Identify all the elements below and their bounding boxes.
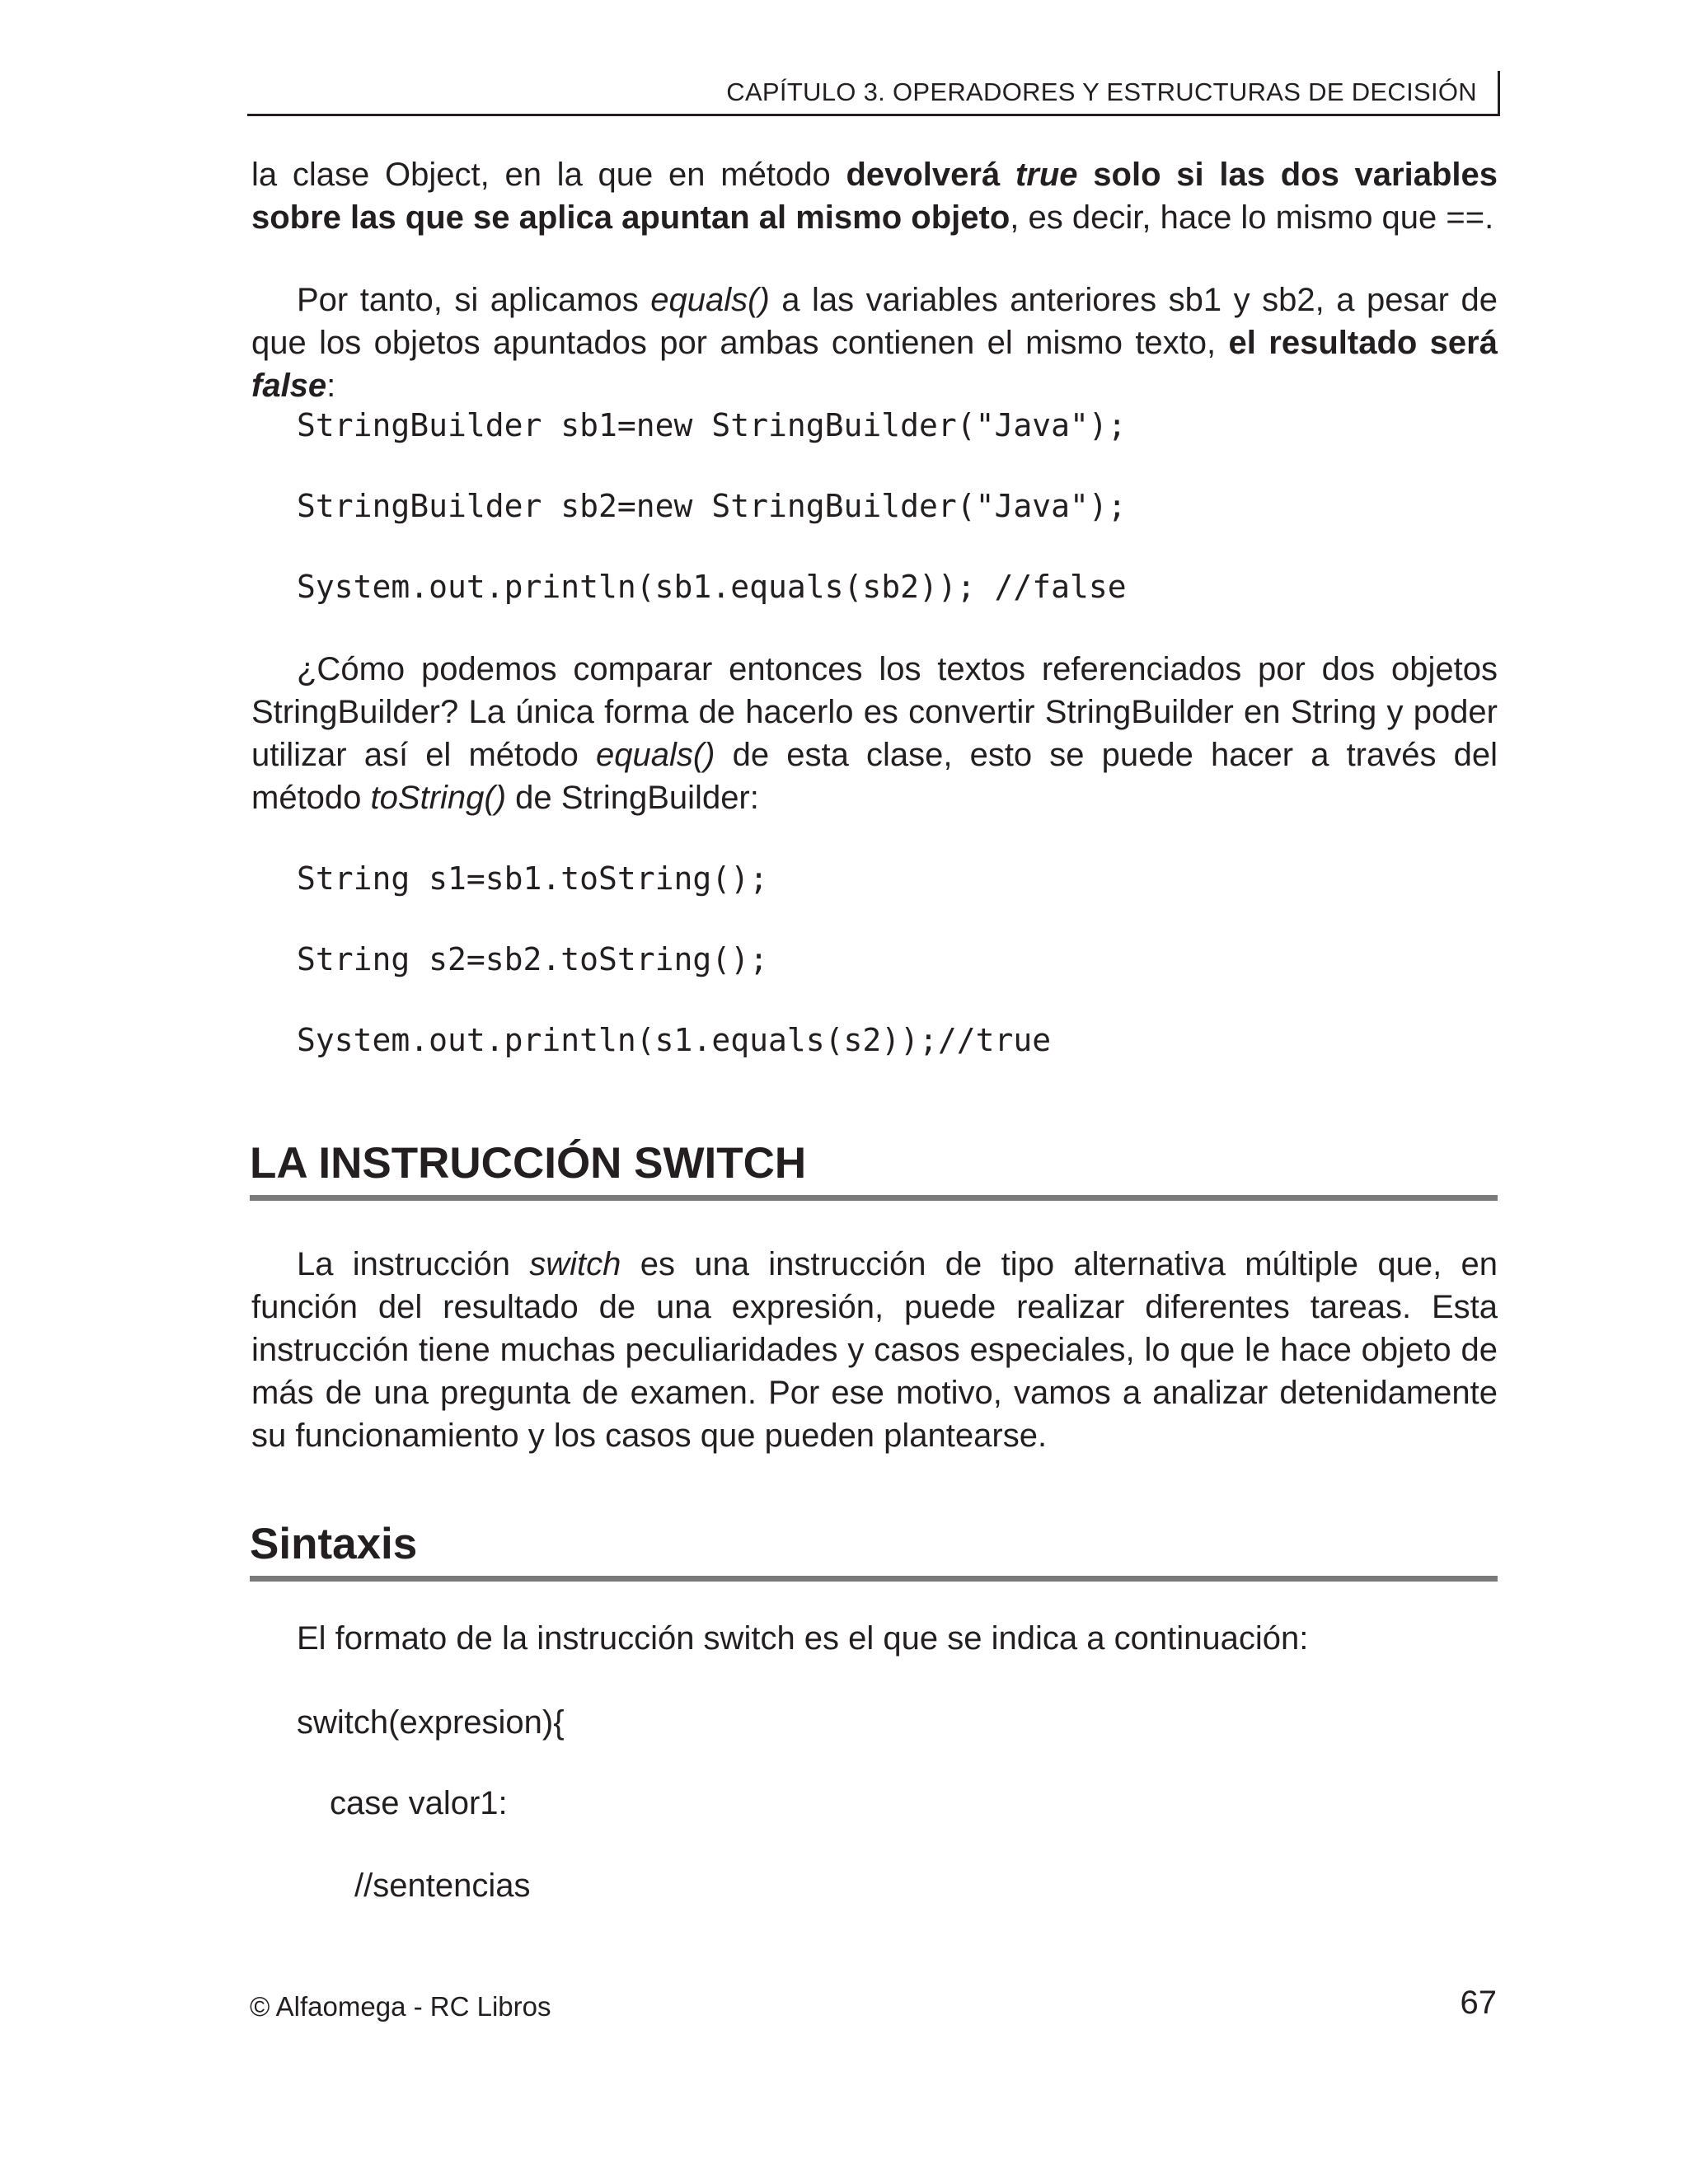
p2-text-3: : (326, 368, 336, 404)
section-heading: LA INSTRUCCIÓN SWITCH (250, 1137, 1498, 1201)
paragraph-5: El formato de la instrucción switch es el que se indica a continuación: (297, 1620, 1309, 1657)
chapter-title: CAPÍTULO 3. OPERADORES Y ESTRUCTURAS DE DECISIÓN (726, 77, 1477, 106)
subsection-heading: Sintaxis (250, 1518, 1498, 1582)
p3-italic-1: equals() (595, 737, 715, 773)
running-header (247, 71, 1500, 116)
code-line: String s1=sb1.toString(); (297, 860, 768, 897)
p2-text-1: Por tanto, si aplicamos (297, 282, 651, 318)
p1-bold-1: devolverá (846, 157, 1015, 193)
p3-text-2: de esta clase, esto se puede hacer a través del método (251, 737, 1498, 816)
p4-text-1: La instrucción (297, 1246, 530, 1282)
p1-bold-italic-1: true (1015, 157, 1078, 193)
header-rule-vertical (1498, 71, 1500, 114)
page-number: 67 (1460, 1985, 1497, 2021)
syntax-line: switch(expresion){ (297, 1704, 565, 1741)
p3-text-3: de StringBuilder: (506, 780, 759, 816)
p4-text-2: es una instrucción de tipo alternativa múltiple que, en función del resultado de una expresión, puede realizar diferentes tareas. Esta instrucción tiene muchas peculiaridades y casos especiales, lo que le hace objeto de más de una pregunta de examen. Por ese motivo, vamos a analizar detenidamente su funcionamiento y los casos que pueden plantearse. (251, 1246, 1498, 1454)
p2-bold-italic-1: false (251, 368, 327, 404)
code-line: System.out.println(sb1.equals(sb2)); //false (297, 569, 1127, 605)
p2-bold-1: el resultado será (1228, 325, 1498, 361)
p3-italic-2: toString() (370, 780, 507, 816)
footer-publisher: © Alfaomega - RC Libros (250, 1991, 551, 2022)
paragraph-1 (251, 153, 1498, 239)
p2-italic-1: equals() (650, 282, 770, 318)
paragraph-2 (251, 279, 1498, 407)
code-line: StringBuilder sb2=new StringBuilder("Java"); (297, 488, 1127, 524)
p1-text-2: , es decir, hace lo mismo que ==. (1010, 199, 1494, 236)
p4-italic-1: switch (529, 1246, 621, 1282)
code-line: String s2=sb2.toString(); (297, 941, 768, 977)
paragraph-3 (251, 648, 1498, 819)
syntax-line: case valor1: (330, 1785, 508, 1821)
p1-text-1: la clase Object, en la que en método (251, 157, 846, 193)
syntax-line: //sentencias (354, 1868, 531, 1904)
p3-text-1: ¿Cómo podemos comparar entonces los textos referenciados por dos objetos StringBuilder? La única forma de hacerlo es convertir StringBuilder en String y poder utilizar así el método (251, 651, 1498, 773)
p2-text-2: a las variables anteriores sb1 y sb2, a pesar de que los objetos apuntados por ambas contienen el mismo texto, (251, 282, 1498, 361)
paragraph-4 (251, 1243, 1498, 1457)
p1-bold-2: solo si las dos variables sobre las que se aplica apuntan al mismo objeto (251, 157, 1498, 236)
code-line: StringBuilder sb1=new StringBuilder("Java"); (297, 407, 1127, 443)
code-line: System.out.println(s1.equals(s2));//true (297, 1022, 1052, 1058)
